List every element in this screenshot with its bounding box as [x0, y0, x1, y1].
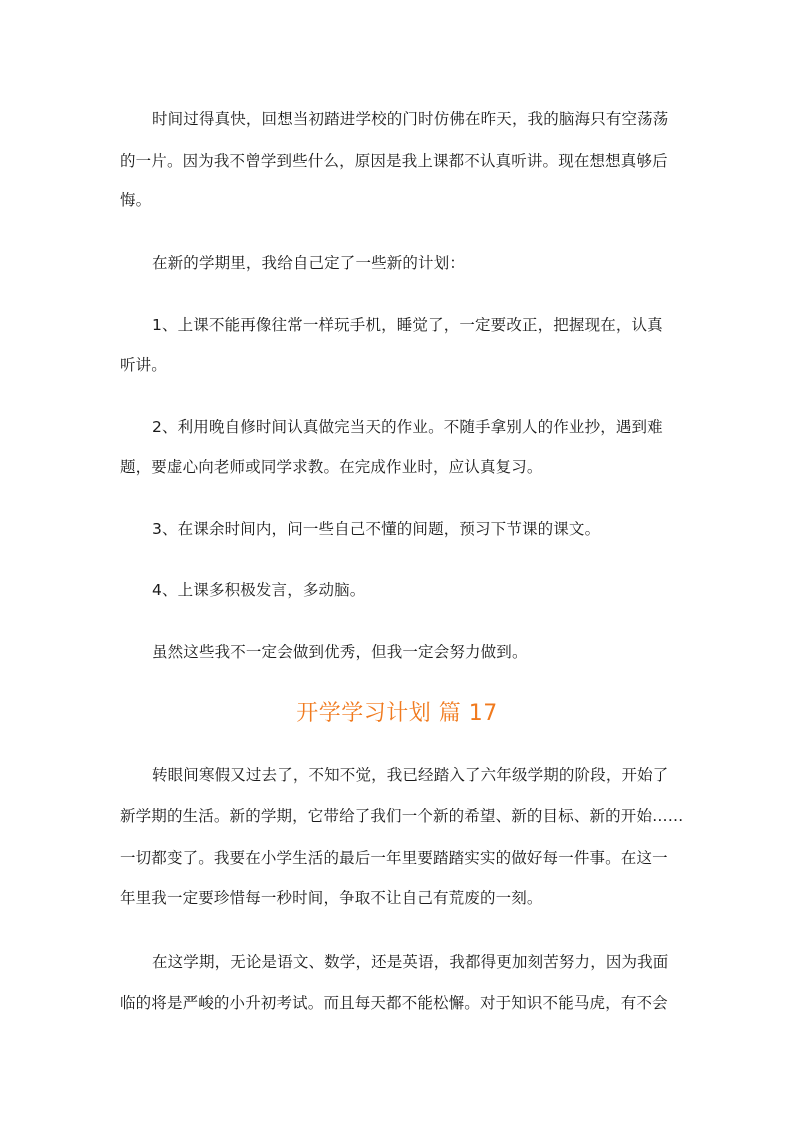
paragraph-1-line-2: 的一片。因为我不曾学到些什么，原因是我上课都不认真听讲。现在想想真够后 — [120, 152, 668, 170]
paragraph-1-line-1: 时间过得真快，回想当初踏进学校的门时仿佛在昨天，我的脑海只有空荡荡 — [152, 110, 669, 128]
paragraph-2: 在新的学期里，我给自己定了一些新的计划： — [152, 254, 466, 272]
item-1-line-2: 听讲。 — [120, 356, 167, 374]
paragraph-3-line-3: 一切都变了。我要在小学生活的最后一年里要踏踏实实的做好每一件事。在这一 — [120, 849, 668, 867]
paragraph-3-line-2: 新学期的生活。新的学期，它带给了我们一个新的希望、新的目标、新的开始…… — [120, 807, 684, 825]
paragraph-3-line-1: 转眼间寒假又过去了，不知不觉，我已经踏入了六年级学期的阶段，开始了 — [152, 766, 669, 784]
item-2-line-1: 2、利用晚自修时间认真做完当天的作业。不随手拿别人的作业抄，遇到难 — [152, 418, 663, 436]
item-4: 4、上课多积极发言，多动脑。 — [152, 581, 366, 599]
section-heading: 开学学习计划 篇 17 — [296, 701, 498, 726]
paragraph-4-line-2: 临的将是严峻的小升初考试。而且每天都不能松懈。对于知识不能马虎，有不会 — [120, 994, 668, 1012]
item-3: 3、在课余时间内，问一些自己不懂的间题，预习下节课的课文。 — [152, 520, 601, 538]
item-2-line-2: 题，要虚心向老师或同学求教。在完成作业时，应认真复习。 — [120, 458, 543, 476]
closing-line: 虽然这些我不一定会做到优秀，但我一定会努力做到。 — [152, 643, 528, 661]
paragraph-4-line-1: 在这学期，无论是语文、数学，还是英语，我都得更加刻苦努力，因为我面 — [152, 953, 669, 971]
item-1-line-1: 1、上课不能再像往常一样玩手机，睡觉了，一定要改正，把握现在，认真 — [152, 316, 663, 334]
paragraph-1-line-3: 悔。 — [120, 191, 152, 209]
paragraph-3-line-4: 年里我一定要珍惜每一秒时间，争取不让自己有荒废的一刻。 — [120, 889, 543, 907]
